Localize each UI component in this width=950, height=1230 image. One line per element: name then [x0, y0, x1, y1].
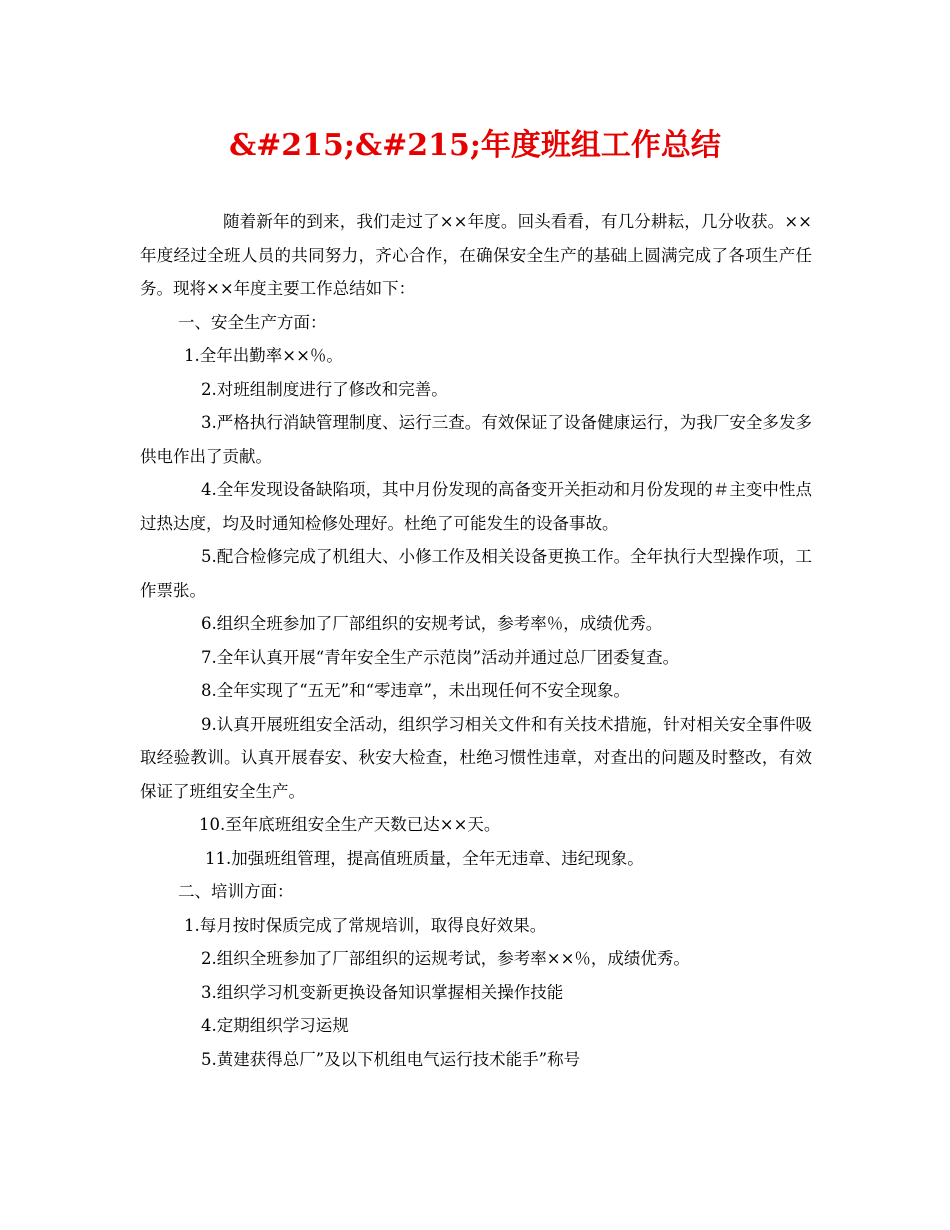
intro-paragraph: 随着新年的到来，我们走过了××年度。回头看看，有几分耕耘，几分收获。××年度经过全班人员的共同努力，齐心合作，在确保安全生产的基础上圆满完成了各项生产任务。现将××年度主要工作总结如下： — [140, 212, 812, 298]
training-item: 4.定期组织学习运规 — [201, 1016, 349, 1035]
safety-item: 9.认真开展班组安全活动，组织学习相关文件和有关技术措施，针对相关安全事件吸取经验教训。认真开展春安、秋安大检查，杜绝习惯性违章，对查出的问题及时整改，有效保证了班组安全生产。 — [140, 714, 812, 801]
safety-item: 1.全年出勤率××％。 — [184, 346, 343, 365]
safety-item: 11.加强班组管理，提高值班质量，全年无违章、违纪现象。 — [205, 848, 644, 868]
training-item: 1.每月按时保质完成了常规培训，取得良好效果。 — [184, 915, 547, 935]
safety-item: 5.配合检修完成了机组大、小修工作及相关设备更换工作。全年执行大型操作项，工作票张。 — [140, 547, 812, 600]
training-item: 5.黄建获得总厂”及以下机组电气运行技术能手”称号 — [201, 1049, 581, 1069]
training-item: 3.组织学习机变新更换设备知识掌握相关操作技能 — [201, 982, 564, 1002]
safety-item: 8.全年实现了“五无”和“零违章”，未出现任何不安全现象。 — [201, 681, 630, 700]
safety-item: 7.全年认真开展“青年安全生产示范岗”活动并通过总厂团委复查。 — [201, 647, 680, 667]
safety-item: 3.严格执行消缺管理制度、运行三查。有效保证了设备健康运行，为我厂安全多发多供电作出了贡献。 — [140, 413, 812, 466]
training-item: 2.组织全班参加了厂部组织的运规考试，参考率××％，成绩优秀。 — [201, 949, 690, 968]
document-title: &#215;&#215;年度班组工作总结 — [229, 128, 721, 163]
safety-item: 2.对班组制度进行了修改和完善。 — [201, 379, 448, 399]
safety-item: 6.组织全班参加了厂部组织的安规考试，参考率％，成绩优秀。 — [201, 614, 663, 633]
safety-item: 10.至年底班组安全生产天数已达××天。 — [199, 815, 501, 834]
safety-item: 4.全年发现设备缺陷项，其中月份发现的高备变开关拒动和月份发现的＃主变中性点过热达度，均及时通知检修处理好。杜绝了可能发生的设备事故。 — [140, 480, 812, 533]
section-heading-safety: 一、安全生产方面： — [178, 312, 327, 332]
section-heading-training: 二、培训方面： — [178, 882, 294, 901]
document-body — [140, 205, 812, 1076]
